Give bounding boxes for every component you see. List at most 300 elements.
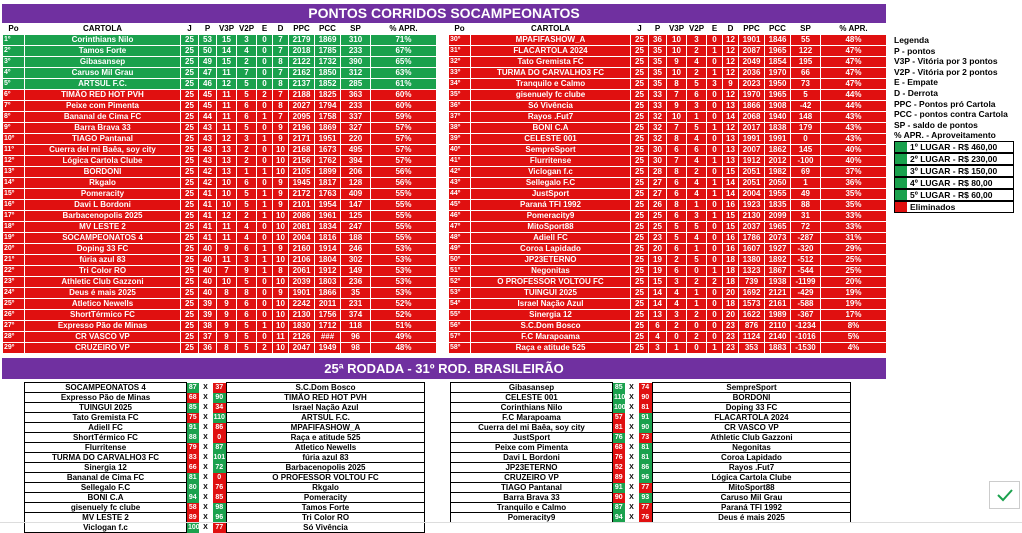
position-cell: 33º: [449, 68, 471, 79]
versus-mark: X: [203, 484, 208, 491]
column-header: PCC: [315, 24, 341, 35]
position-cell: 21º: [3, 255, 25, 266]
stat-cell: 1: [257, 266, 273, 277]
stat-cell: 7: [237, 68, 257, 79]
team-name-cell: TIAGO Pantanal: [25, 134, 181, 145]
away-team: ARTSUL F.C.: [227, 413, 425, 423]
table-row: [449, 255, 887, 266]
stat-cell: 25: [181, 123, 199, 134]
match-row: [451, 513, 851, 523]
stat-cell: 25: [631, 167, 649, 178]
stat-cell: 47%: [821, 68, 887, 79]
team-name-cell: Cuerra del mi Baêa, soy city: [25, 145, 181, 156]
legend-item: SP - saldo de pontos: [894, 119, 978, 130]
table-row: [3, 211, 437, 222]
position-cell: 41º: [449, 156, 471, 167]
column-header: V2P: [237, 24, 257, 35]
away-score: 90: [213, 393, 227, 403]
stat-cell: 15: [217, 35, 237, 46]
stat-cell: 25: [181, 255, 199, 266]
stat-cell: 4%: [821, 343, 887, 354]
color-swatch: [895, 154, 907, 164]
stat-cell: 6: [667, 145, 687, 156]
stat-cell: 2242: [289, 299, 315, 310]
stat-cell: 1: [257, 167, 273, 178]
stat-cell: 0: [257, 310, 273, 321]
versus-mark: X: [203, 474, 208, 481]
table-row: [3, 343, 437, 354]
stat-cell: 0: [707, 288, 723, 299]
home-team: BONI C.A: [25, 493, 187, 503]
stat-cell: 10: [273, 222, 289, 233]
stat-cell: -1016: [791, 332, 821, 343]
team-name-cell: Pomeracity9: [471, 211, 631, 222]
stat-cell: 1938: [765, 277, 791, 288]
stat-cell: 206: [341, 167, 371, 178]
match-row: [25, 483, 425, 493]
table-row: [449, 266, 887, 277]
versus-mark: X: [629, 494, 634, 501]
stat-cell: 1850: [315, 68, 341, 79]
stat-cell: 1: [707, 46, 723, 57]
stat-cell: 3: [237, 255, 257, 266]
stat-cell: 1: [667, 343, 687, 354]
home-score: 76: [613, 453, 625, 463]
stat-cell: 2126: [289, 332, 315, 343]
match-row: [25, 453, 425, 463]
team-name-cell: TURMA DO CARVALHO3 FC: [471, 68, 631, 79]
away-score: 86: [213, 423, 227, 433]
team-name-cell: Peixe com Pimenta: [25, 101, 181, 112]
stat-cell: 0: [687, 266, 707, 277]
stat-cell: 1785: [315, 46, 341, 57]
table-row: [3, 332, 437, 343]
away-score: 74: [639, 383, 653, 393]
home-score: 110: [614, 394, 626, 401]
stat-cell: 25: [631, 222, 649, 233]
stat-cell: 0: [707, 233, 723, 244]
stat-cell: 2: [237, 145, 257, 156]
stat-cell: 9: [273, 123, 289, 134]
stat-cell: 2: [687, 277, 707, 288]
home-team: Sellegalo F.C: [25, 483, 187, 493]
stat-cell: 41: [199, 222, 217, 233]
stat-cell: 2051: [739, 178, 765, 189]
stat-cell: 145: [791, 145, 821, 156]
stat-cell: 1965: [765, 222, 791, 233]
table-row: [449, 57, 887, 68]
legend-prize-label: Eliminados: [910, 201, 956, 212]
stat-cell: 739: [739, 277, 765, 288]
stat-cell: 1: [707, 68, 723, 79]
stat-cell: 0: [257, 233, 273, 244]
divider: [0, 522, 1022, 523]
team-name-cell: Athletic Club Gazzoni: [25, 277, 181, 288]
team-name-cell: Atletico Newells: [25, 299, 181, 310]
stat-cell: 25: [631, 211, 649, 222]
stat-cell: 63%: [371, 68, 437, 79]
stat-cell: -1530: [791, 343, 821, 354]
away-score: 96: [639, 473, 653, 483]
stat-cell: 9: [237, 266, 257, 277]
stat-cell: 43: [199, 145, 217, 156]
table-row: [3, 68, 437, 79]
legend-item: PPC - Pontos pró Cartola: [894, 98, 996, 109]
team-name-cell: fúria azul 83: [25, 255, 181, 266]
away-team: TIMÃO RED HOT PVH: [227, 393, 425, 403]
stat-cell: 6: [667, 178, 687, 189]
position-cell: 1º: [3, 35, 25, 46]
stat-cell: 10: [217, 178, 237, 189]
stat-cell: 5: [237, 332, 257, 343]
stat-cell: 12: [723, 123, 739, 134]
stat-cell: 10: [667, 35, 687, 46]
versus-mark: X: [203, 494, 208, 501]
stat-cell: 25: [181, 321, 199, 332]
stat-cell: 11: [217, 255, 237, 266]
stat-cell: 25: [631, 321, 649, 332]
position-cell: 53º: [449, 288, 471, 299]
stat-cell: 2: [667, 321, 687, 332]
stat-cell: -287: [791, 233, 821, 244]
stat-cell: 1816: [315, 233, 341, 244]
home-team: Flurritense: [25, 443, 187, 453]
stat-cell: 61%: [371, 79, 437, 90]
stat-cell: 11: [217, 112, 237, 123]
position-cell: 42º: [449, 167, 471, 178]
stat-cell: 8: [273, 101, 289, 112]
legend-item: D - Derrota: [894, 87, 938, 98]
stat-cell: 32: [649, 123, 667, 134]
stat-cell: 5: [237, 90, 257, 101]
position-cell: 57º: [449, 332, 471, 343]
stat-cell: 59%: [371, 112, 437, 123]
away-team: Lógica Cartola Clube: [653, 473, 851, 483]
stat-cell: 43: [199, 156, 217, 167]
table-row: [449, 46, 887, 57]
stat-cell: 5: [687, 123, 707, 134]
stat-cell: 327: [341, 123, 371, 134]
match-row: [25, 503, 425, 513]
position-cell: 38º: [449, 123, 471, 134]
away-score: 77: [639, 503, 653, 513]
stat-cell: 14: [649, 288, 667, 299]
stat-cell: 2: [257, 90, 273, 101]
stat-cell: 5: [237, 79, 257, 90]
stat-cell: 9: [273, 200, 289, 211]
home-team: JustSport: [451, 433, 613, 443]
stat-cell: 57%: [371, 123, 437, 134]
position-cell: 34º: [449, 79, 471, 90]
home-team: F.C Marapoama: [451, 413, 613, 423]
home-team: Tranquilo e Calmo: [451, 503, 613, 513]
table-row: [3, 46, 437, 57]
table-header-row: [3, 24, 437, 35]
legend-item: E - Empate: [894, 77, 938, 88]
stat-cell: 11: [217, 68, 237, 79]
check-button[interactable]: [989, 481, 1020, 509]
column-header: PCC: [765, 24, 791, 35]
legend-item: % APR. - Aproveitamento: [894, 130, 996, 141]
stat-cell: 25: [181, 112, 199, 123]
team-name-cell: Flurritense: [471, 156, 631, 167]
stat-cell: 0: [707, 332, 723, 343]
stat-cell: 25: [181, 79, 199, 90]
stat-cell: 1862: [765, 145, 791, 156]
table-row: [449, 145, 887, 156]
stat-cell: 3: [667, 310, 687, 321]
stat-cell: 55%: [371, 233, 437, 244]
stat-cell: 2018: [289, 46, 315, 57]
stat-cell: 6: [667, 211, 687, 222]
match-row: [451, 483, 851, 493]
stat-cell: 25: [631, 266, 649, 277]
versus-mark: X: [203, 524, 208, 531]
match-row: [451, 463, 851, 473]
stat-cell: 10: [273, 321, 289, 332]
column-header: E: [707, 24, 723, 35]
stat-cell: 25: [181, 266, 199, 277]
stat-cell: 14: [723, 189, 739, 200]
stat-cell: 25: [631, 112, 649, 123]
stat-cell: 13: [723, 145, 739, 156]
table-row: [449, 112, 887, 123]
stat-cell: 1899: [315, 167, 341, 178]
stat-cell: 2007: [739, 145, 765, 156]
versus-mark: X: [629, 434, 634, 441]
team-name-cell: Israel Nação Azul: [471, 299, 631, 310]
stat-cell: 2004: [739, 189, 765, 200]
stat-cell: 1970: [739, 90, 765, 101]
stat-cell: 1786: [739, 233, 765, 244]
stat-cell: 28: [649, 167, 667, 178]
table-row: [3, 167, 437, 178]
stat-cell: 6: [667, 189, 687, 200]
stat-cell: 149: [341, 266, 371, 277]
stat-cell: 1950: [765, 79, 791, 90]
stat-cell: 20%: [821, 277, 887, 288]
stat-cell: 1692: [739, 288, 765, 299]
away-score: 37: [213, 383, 227, 393]
stat-cell: 57%: [371, 145, 437, 156]
stat-cell: 128: [341, 178, 371, 189]
stat-cell: 0: [707, 134, 723, 145]
team-name-cell: ARTSUL F.C.: [25, 79, 181, 90]
team-name-cell: Caruso Mil Grau: [25, 68, 181, 79]
stat-cell: 11: [217, 233, 237, 244]
column-header: % APR.: [371, 24, 437, 35]
away-team: BORDONI: [653, 393, 851, 403]
position-cell: 30º: [449, 35, 471, 46]
stat-cell: 4: [667, 288, 687, 299]
match-row: [451, 423, 851, 433]
stat-cell: 3: [667, 277, 687, 288]
home-team: JP23ETERNO: [451, 463, 613, 473]
stat-cell: 1: [257, 112, 273, 123]
table-row: [3, 222, 437, 233]
away-team: MitoSport88: [653, 483, 851, 493]
stat-cell: 31: [791, 211, 821, 222]
stat-cell: 13: [217, 145, 237, 156]
stat-cell: 0: [257, 57, 273, 68]
stat-cell: 25: [631, 189, 649, 200]
matches-table-left: [24, 382, 425, 533]
position-cell: 47º: [449, 222, 471, 233]
stat-cell: 1: [707, 343, 723, 354]
stat-cell: 2068: [739, 112, 765, 123]
column-header: V3P: [667, 24, 687, 35]
position-cell: 4º: [3, 68, 25, 79]
position-cell: 16º: [3, 200, 25, 211]
stat-cell: 45: [199, 90, 217, 101]
stat-cell: 2: [687, 167, 707, 178]
stat-cell: 9: [217, 332, 237, 343]
color-swatch: [895, 166, 907, 176]
position-cell: 49º: [449, 244, 471, 255]
stat-cell: 7: [273, 90, 289, 101]
stat-cell: 73: [791, 79, 821, 90]
legend: [894, 35, 1014, 213]
stat-cell: 8: [217, 343, 237, 354]
stat-cell: 9: [723, 79, 739, 90]
stat-cell: 12: [217, 211, 237, 222]
position-cell: 43º: [449, 178, 471, 189]
stat-cell: 49: [199, 57, 217, 68]
team-name-cell: Pomeracity: [25, 189, 181, 200]
table-row: [3, 277, 437, 288]
stat-cell: 394: [341, 156, 371, 167]
away-score: 72: [213, 463, 227, 473]
stat-cell: 57%: [371, 134, 437, 145]
team-name-cell: gisenuely fc clube: [471, 90, 631, 101]
stat-cell: 15: [217, 57, 237, 68]
stat-cell: 35%: [821, 200, 887, 211]
away-score: 81: [639, 403, 653, 413]
stat-cell: 1: [707, 178, 723, 189]
stat-cell: 6: [667, 244, 687, 255]
stat-cell: 2086: [289, 211, 315, 222]
legend-prize: [894, 165, 1014, 177]
stat-cell: 40: [199, 266, 217, 277]
stat-cell: 8: [237, 288, 257, 299]
stat-cell: 0: [707, 167, 723, 178]
stat-cell: 6: [649, 321, 667, 332]
stat-cell: 1762: [315, 156, 341, 167]
position-cell: 17º: [3, 211, 25, 222]
stat-cell: 4: [687, 189, 707, 200]
stat-cell: 25: [181, 332, 199, 343]
legend-item: V3P - Vitória por 3 pontos: [894, 56, 998, 67]
stat-cell: 1: [257, 134, 273, 145]
away-team: Só Vivência: [227, 523, 425, 533]
table-row: [449, 35, 887, 46]
position-cell: 48º: [449, 233, 471, 244]
standings-title: PONTOS CORRIDOS SOCAMPEONATOS: [2, 4, 886, 23]
stat-cell: 1854: [765, 57, 791, 68]
stat-cell: 43%: [821, 112, 887, 123]
stat-cell: 1673: [315, 145, 341, 156]
position-cell: 13º: [3, 167, 25, 178]
stat-cell: 390: [341, 57, 371, 68]
table-row: [449, 310, 887, 321]
stat-cell: 337: [341, 112, 371, 123]
stat-cell: 43%: [821, 123, 887, 134]
position-cell: 19º: [3, 233, 25, 244]
away-score: 0: [213, 433, 227, 443]
stat-cell: 19%: [821, 288, 887, 299]
team-name-cell: Só Vivência: [471, 101, 631, 112]
stat-cell: 16: [723, 200, 739, 211]
home-team: CELESTE 001: [451, 393, 613, 403]
stat-cell: 4: [687, 57, 707, 68]
stat-cell: 5: [667, 233, 687, 244]
stat-cell: 12: [723, 46, 739, 57]
team-name-cell: Lógica Cartola Clube: [25, 156, 181, 167]
legend-prize-label: 2º LUGAR - R$ 230,00: [910, 153, 998, 164]
stat-cell: 41: [199, 200, 217, 211]
home-score: 91: [613, 483, 625, 493]
stat-cell: 1: [237, 167, 257, 178]
stat-cell: 0: [707, 200, 723, 211]
stat-cell: 25%: [821, 255, 887, 266]
match-row: [451, 493, 851, 503]
team-name-cell: Negonitas: [471, 266, 631, 277]
stat-cell: 42: [199, 167, 217, 178]
stat-cell: 1: [707, 266, 723, 277]
stat-cell: 25: [181, 310, 199, 321]
team-name-cell: TIMÃO RED HOT PVH: [25, 90, 181, 101]
legend-item: PCC - pontos contra Cartola: [894, 109, 1008, 120]
stat-cell: 25: [631, 156, 649, 167]
stat-cell: 43: [199, 134, 217, 145]
home-score: 81: [613, 423, 625, 433]
stat-cell: 2012: [765, 156, 791, 167]
home-score: 88: [187, 433, 199, 443]
stat-cell: 2: [237, 57, 257, 68]
stat-cell: 2188: [289, 90, 315, 101]
match-row: [451, 433, 851, 443]
stat-cell: 1124: [739, 332, 765, 343]
table-row: [449, 321, 887, 332]
team-name-cell: SOCAMPEONATOS 4: [25, 233, 181, 244]
stat-cell: -1234: [791, 321, 821, 332]
stat-cell: 7: [667, 123, 687, 134]
stat-cell: 1949: [315, 343, 341, 354]
team-name-cell: Adiell FC: [471, 233, 631, 244]
stat-cell: 2: [257, 343, 273, 354]
team-name-cell: O PROFESSOR VOLTOU FC: [471, 277, 631, 288]
stat-cell: 1825: [315, 90, 341, 101]
stat-cell: 25: [181, 167, 199, 178]
stat-cell: 25: [631, 35, 649, 46]
color-swatch: [895, 202, 907, 212]
stat-cell: 42: [199, 178, 217, 189]
stat-cell: 25: [181, 134, 199, 145]
column-header: P: [199, 24, 217, 35]
table-row: [3, 35, 437, 46]
stat-cell: 1867: [765, 266, 791, 277]
stat-cell: 2196: [289, 123, 315, 134]
stat-cell: 2168: [289, 145, 315, 156]
table-row: [449, 288, 887, 299]
stat-cell: 2081: [289, 222, 315, 233]
stat-cell: 1901: [739, 35, 765, 46]
away-team: Rayos .Fut7: [653, 463, 851, 473]
stat-cell: 57%: [371, 156, 437, 167]
stat-cell: -512: [791, 255, 821, 266]
stat-cell: 3: [687, 101, 707, 112]
stat-cell: 37: [199, 332, 217, 343]
